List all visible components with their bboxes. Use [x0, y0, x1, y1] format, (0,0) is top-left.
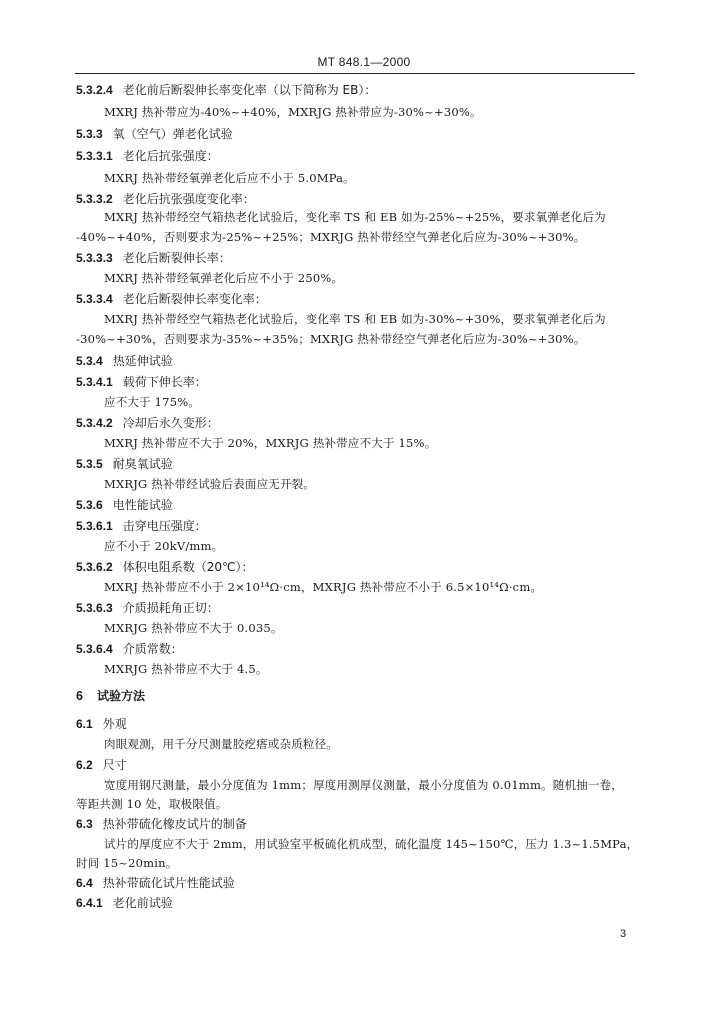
body-text-line: MXRJG 热补带应不大于 4.5。	[104, 662, 268, 676]
clause-number: 5.3.6.4	[76, 642, 113, 656]
clause-title: 老化后断裂伸长率：	[122, 251, 231, 265]
clause-title: 击穿电压强度：	[122, 519, 207, 533]
body-text-line: MXRJ 热补带经空气箱热老化试验后，变化率 TS 和 EB 如为-30%~+30%，要求氧弹老化后为	[104, 312, 606, 326]
clause-title: 老化后抗张强度变化率：	[122, 192, 255, 206]
body-text-line: 试片的厚度应不大于 2mm，用试验室平板硫化机成型，硫化温度 145~150℃，压力 1.3~1.5MPa，	[104, 837, 639, 851]
clause-number: 6.1	[76, 717, 93, 731]
clause-number: 5.3.4.1	[76, 375, 113, 389]
clause-title: 热补带硫化橡皮试片的制备	[102, 817, 247, 831]
clause-title: 耐臭氧试验	[112, 457, 173, 471]
clause-heading	[76, 457, 173, 471]
clause-heading	[76, 717, 127, 731]
clause-title: 老化后抗张强度：	[122, 149, 219, 163]
clause-number: 5.3.4	[76, 354, 103, 368]
clause-heading	[76, 560, 253, 574]
clause-title: 载荷下伸长率：	[122, 375, 207, 389]
clause-title: 热延伸试验	[112, 354, 173, 368]
body-text-line: -30%~+30%，否则要求为-35%~+35%；MXRJG 热补带经空气弹老化后应为-30%~+30%。	[76, 332, 586, 346]
clause-heading	[76, 354, 173, 368]
clause-number: 5.3.3.2	[76, 192, 113, 206]
clause-heading	[76, 601, 219, 615]
clause-title: 老化前后断裂伸长率变化率（以下简称为 EB）：	[122, 83, 377, 97]
body-text-line: 时间 15~20min。	[76, 856, 178, 870]
clause-title: 尺寸	[102, 758, 127, 772]
clause-title: 冷却后永久变形：	[122, 416, 219, 430]
clause-heading	[76, 876, 235, 890]
body-text-line: MXRJ 热补带经氧弹老化后应不小于 250%。	[104, 271, 344, 285]
clause-number: 6.4.1	[76, 896, 103, 910]
clause-number: 5.3.6.3	[76, 601, 113, 615]
clause-number: 5.3.3.4	[76, 292, 113, 306]
clause-number: 6.2	[76, 758, 93, 772]
section-heading	[76, 689, 145, 703]
body-text-line: MXRJ 热补带经空气箱热老化试验后，变化率 TS 和 EB 如为-25%~+25%，要求氧弹老化后为	[104, 210, 606, 224]
clause-number: 6.3	[76, 817, 93, 831]
body-text-line: 等距共测 10 处，取极限值。	[76, 797, 228, 811]
clause-number: 5.3.3	[76, 127, 103, 141]
clause-heading	[76, 416, 219, 430]
clause-title: 试验方法	[96, 689, 145, 703]
clause-number: 5.3.2.4	[76, 83, 113, 97]
standard-header: MT 848.1—2000	[317, 55, 411, 69]
clause-heading	[76, 251, 231, 265]
clause-heading	[76, 149, 219, 163]
clause-heading	[76, 642, 183, 656]
body-text-line: 应不大于 175%。	[104, 395, 201, 409]
clause-title: 老化前试验	[112, 896, 173, 910]
clause-heading	[76, 127, 233, 141]
clause-title: 介质常数：	[122, 642, 183, 656]
clause-number: 5.3.6	[76, 498, 103, 512]
clause-title: 老化后断裂伸长率变化率：	[122, 292, 267, 306]
clause-number: 5.3.3.3	[76, 251, 113, 265]
body-text-line: -40%~+40%，否则要求为-25%~+25%；MXRJG 热补带经空气弹老化后应为-30%~+30%。	[76, 230, 586, 244]
clause-number: 6.4	[76, 876, 93, 890]
body-text-line: 肉眼观测，用千分尺测量胶疙瘩或杂质粒径。	[104, 737, 338, 751]
header-rule	[75, 73, 635, 74]
body-text-line: MXRJG 热补带应不大于 0.035。	[104, 621, 283, 635]
clause-title: 氧（空气）弹老化试验	[112, 127, 233, 141]
clause-number: 5.3.6.1	[76, 519, 113, 533]
body-text-line: MXRJG 热补带经试验后表面应无开裂。	[104, 477, 316, 491]
body-text-line: MXRJ 热补带应不小于 2×10¹⁴Ω·cm，MXRJG 热补带应不小于 6.5×10¹⁴Ω·cm。	[104, 580, 543, 594]
body-text-line: MXRJ 热补带应不大于 20%，MXRJG 热补带应不大于 15%。	[104, 436, 437, 450]
clause-heading	[76, 375, 207, 389]
clause-heading	[76, 192, 255, 206]
clause-heading	[76, 292, 267, 306]
clause-heading	[76, 83, 376, 97]
clause-number: 5.3.4.2	[76, 416, 113, 430]
clause-heading	[76, 498, 173, 512]
clause-title: 体积电阻系数（20℃）：	[122, 560, 254, 574]
clause-number: 5.3.3.1	[76, 149, 113, 163]
clause-title: 介质损耗角正切：	[122, 601, 219, 615]
clause-number: 6	[76, 689, 83, 703]
body-text-line: 宽度用钢尺测量，最小分度值为 1mm；厚度用测厚仪测量，最小分度值为 0.01mm。随机抽一卷，	[104, 778, 623, 792]
body-text-line: MXRJ 热补带经氧弹老化后应不小于 5.0MPa。	[104, 171, 355, 185]
clause-heading	[76, 817, 247, 831]
clause-heading	[76, 758, 127, 772]
page-number: 3	[620, 928, 627, 940]
clause-number: 5.3.6.2	[76, 560, 113, 574]
body-text-line: 应不小于 20kV/mm。	[104, 539, 224, 553]
body-text-line: MXRJ 热补带应为-40%~+40%，MXRJG 热补带应为-30%~+30%。	[104, 105, 482, 119]
clause-number: 5.3.5	[76, 457, 103, 471]
clause-heading	[76, 519, 207, 533]
clause-heading	[76, 896, 173, 910]
clause-title: 外观	[102, 717, 127, 731]
clause-title: 电性能试验	[112, 498, 173, 512]
clause-title: 热补带硫化试片性能试验	[102, 876, 235, 890]
